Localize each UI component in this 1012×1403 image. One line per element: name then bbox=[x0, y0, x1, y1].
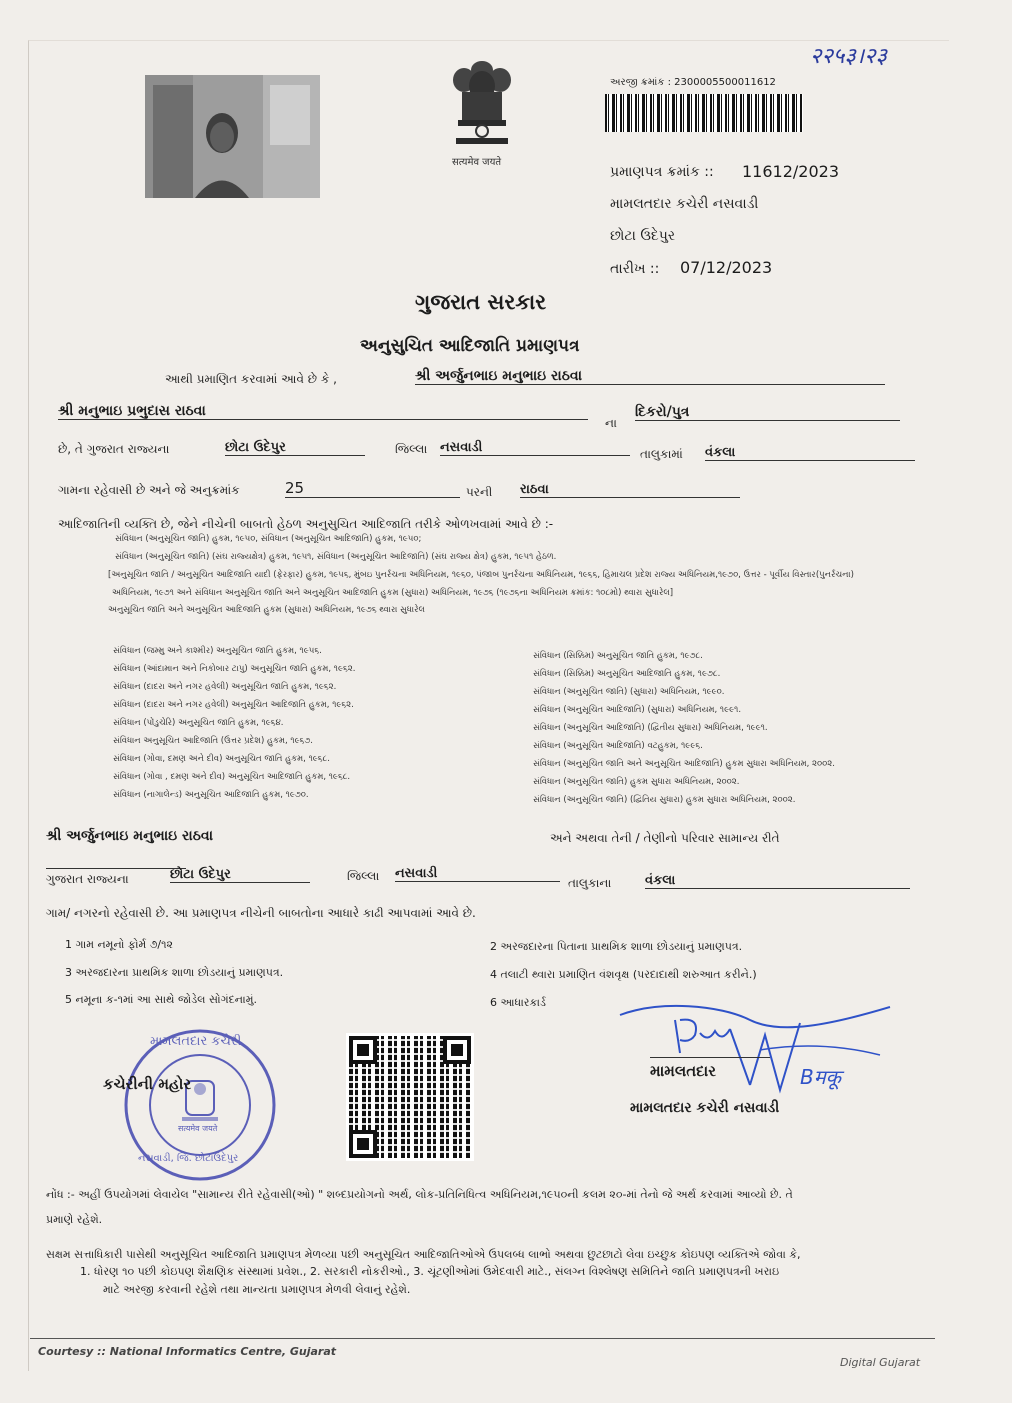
signature-scribble-icon bbox=[600, 995, 900, 1105]
order-item: સંવિધાન (અનુસૂચિત જાતિ) હુકમ, ૧૯૫૦, સંવિધાન (અનુસૂચિત આદિજાતિ) હુકમ, ૧૯૫૦; bbox=[115, 534, 422, 544]
district-name: છોટા ઉદેપુર bbox=[225, 440, 365, 456]
usage-line-2: 1. ધોરણ ૧૦ પછી કોઇપણ શૈક્ષણિક સંસ્થામાં પ્રવેશ., 2. સરકારી નોકરીઓ., 3. ચૂંટણીઓમાં ઉમેદવારી માટે., સંલગ્ન વિશ્લેષણ સમિતિને જાતિ પ્રમાણપત્રની ખરાઇ bbox=[80, 1265, 780, 1278]
certificate-title: અનુસુચિત આદિજાતિ પ્રમાણપત્ર bbox=[360, 336, 580, 356]
serial-number: 25 bbox=[285, 479, 460, 498]
certify-text: આથી પ્રમાણિત કરવામાં આવે છે કે , bbox=[165, 372, 337, 386]
applicant-photo bbox=[145, 75, 320, 198]
order-item: સંવિધાન (દાદરા અને નગર હવેલી) અનુસૂચિત જાતિ હુકમ, ૧૯૬૨. bbox=[113, 682, 337, 692]
usage-line-1: સક્ષમ સત્તાધિકારી પાસેથી અનુસૂચિત આદિજાતિ પ્રમાણપત્ર મેળવ્યા પછી અનુસૂચિત આદિજાતિઓએ ઉપલબ્ધ લાભો અથવા છુટછાટો લેવા ઇચ્છુક કોઇપણ વ્યક્તિએ જોવા કે, bbox=[46, 1248, 801, 1261]
document-item: 2 અરજદારના પિતાના પ્રાથમિક શાળા છોડયાનું પ્રમાણપત્ર. bbox=[490, 940, 743, 953]
government-heading: ગુજરાત સરકાર bbox=[415, 290, 547, 314]
order-item: સંવિધાન (અનુસૂચિત જાતિ) (દ્વિતિય સુધારા) હુકમ સુધારા અધિનિયમ, ૨૦૦૨. bbox=[533, 795, 796, 805]
state-prefix: ગુજરાત રાજ્યના bbox=[46, 868, 186, 887]
jilla-text-repeat: જિલ્લા bbox=[347, 869, 380, 883]
seal-inner-motto: सत्यमेव जयते bbox=[178, 1124, 218, 1133]
applicant-name: શ્રી અર્જુનભાઇ મનુભાઇ રાઠવા bbox=[415, 368, 885, 385]
signature-initials: Bमकू bbox=[800, 1065, 842, 1089]
order-item: સંવિધાન (અનુસૂચિત આદિજાતિ) (દ્વિતીય સુધારા) અધિનિયમ, ૧૯૯૧. bbox=[533, 723, 768, 733]
certificate-number-label: પ્રમાણપત્ર ક્રમાંક :: bbox=[610, 164, 714, 180]
village-name: વંકલા bbox=[705, 445, 915, 461]
footer-courtesy: Courtesy :: National Informatics Centre, Gujarat bbox=[38, 1345, 337, 1358]
seal-ring-bottom: નસવાડી, જિ. છોટાઉદેપુર bbox=[138, 1153, 239, 1164]
taluka-name-repeat: નસવાડી bbox=[395, 866, 560, 882]
basis-text: ગામ/ નગરનો રહેવાસી છે. આ પ્રમાણપત્ર નીચેની બાબતોના આધારે કાઢી આપવામાં આવે છે. bbox=[46, 906, 476, 920]
signatory-title: મામલતદાર bbox=[650, 1057, 770, 1080]
family-text: અને અથવા તેની / તેણીનો પરિવાર સામાન્ય રીતે bbox=[550, 831, 780, 845]
order-item: સંવિધાન (અનુસૂચિત જાતિ) (સુધારા) અધિનિયમ, ૧૯૯૦. bbox=[533, 687, 725, 697]
tribe-name: રાઠવા bbox=[520, 482, 740, 498]
taluka-name: નસવાડી bbox=[440, 440, 630, 456]
parni-text: પરની bbox=[466, 485, 493, 499]
seal-ring-top: મામલતદાર કચેરી bbox=[150, 1034, 242, 1049]
order-item: સંવિધાન (અનુસૂચિત આદિજાતિ) વટહુકમ, ૧૯૯૬. bbox=[533, 741, 703, 751]
note-line-1: નોંધ :- અહીં ઉપયોગમાં લેવાયેલ "સામાન્ય રીતે રહેવાસી(ઓ) " શબ્દપ્રયોગનો અર્થ, લોક-પ્રતિનિધિત્વ અધિનિયમ,૧૯૫૦ની કલમ ૨૦-માં તેનો જે અર્થ કરવામાં આવ્યો છે. તે bbox=[46, 1188, 793, 1201]
footer-divider bbox=[30, 1338, 935, 1339]
handwritten-reference: २२५३।२३ bbox=[810, 44, 887, 69]
serial-prefix: ગામના રહેવાસી છે અને જે અનુક્રમાંક bbox=[58, 483, 240, 497]
document-item: 3 અરજદારના પ્રાથમિક શાળા છોડયાનું પ્રમાણપત્ર. bbox=[65, 966, 284, 979]
national-emblem-icon bbox=[442, 56, 522, 156]
document-item: 1 ગામ નમૂનો ફોર્મ ૭/૧૨ bbox=[65, 938, 173, 951]
recognition-text: આદિજાતિની વ્યક્તિ છે, જેને નીચેની બાબતો હેઠળ અનુસુચિત આદિજાતિ તરીકે ઓળખવામાં આવે છે :- bbox=[58, 517, 554, 531]
qr-code bbox=[346, 1033, 474, 1161]
order-item: સંવિધાન (સિક્કિમ) અનુસૂચિત જાતિ હુકમ, ૧૯૭૮. bbox=[533, 651, 703, 661]
order-item: [અનુસૂચિત જાતિ / અનુસૂચિત આદિજાતિ યાદી (ફેરફાર) હુકમ, ૧૯૫૬, મુંબઇ પુનર્રચના અધિનિયમ, ૧૯૬૦, પંજાબ પુનર્રચના અધિનિયમ, ૧૯૬૬, હિમાચલ પ્રદેશ રાજ્ય અધિનિયમ,૧૯૭૦, ઉત્તર - પૂર્વીય વિસ્તાર(પુનર્રચના) bbox=[108, 570, 854, 580]
certificate-number: 11612/2023 bbox=[742, 162, 840, 181]
order-item: સંવિધાન (દાદરા અને નગર હવેલી) અનુસૂચિત આદિજાતિ હુકમ, ૧૯૬૨. bbox=[113, 700, 354, 710]
issuing-district: છોટા ઉદેપુર bbox=[610, 228, 676, 244]
order-item: સંવિધાન (અનુસૂચિત જાતિ અને અનુસૂચિત આદિજાતિ) હુકમ સુધારા અધિનિયમ, ૨૦૦૨. bbox=[533, 759, 835, 769]
taluka-label-repeat: તાલુકાના bbox=[568, 876, 612, 890]
date-label: તારીખ :: bbox=[610, 261, 660, 277]
document-item: 6 આધારકાર્ડ bbox=[490, 996, 546, 1009]
order-item: સંવિધાન (નાગાલેન્ડ) અનુસૂચિત આદિજાતિ હુકમ, ૧૯૭૦. bbox=[113, 790, 309, 800]
order-item: સંવિધાન અનુસૂચિત આદિજાતિ (ઉત્તર પ્રદેશ) હુકમ, ૧૯૬૭. bbox=[113, 736, 314, 746]
application-number-label: અરજી ક્રમાંક : 2300005500011612 bbox=[610, 77, 776, 88]
document-item: 4 તલાટી થ્વારા પ્રમાણિત વંશવૃક્ષ (પરદાદાથી શરુઆત કરીને.) bbox=[490, 968, 757, 981]
note-line-2: પ્રમાણે રહેશે. bbox=[46, 1213, 103, 1226]
issuing-office: મામલતદાર કચેરી નસવાડી bbox=[610, 196, 759, 212]
father-name: શ્રી મનુભાઇ પ્રભુદાસ રાઠવા bbox=[58, 403, 588, 420]
signatory-office: મામલતદાર કચેરી નસવાડી bbox=[630, 1100, 780, 1116]
order-item: સંવિધાન (આંદામાન અને નિકોબાર ટાપુ) અનુસૂચિત જાતિ હુકમ, ૧૯૬૨. bbox=[113, 664, 356, 674]
seal-label: કચેરીની મહોર bbox=[103, 1075, 192, 1093]
document-item: 5 નમૂના ક-૧માં આ સાથે જોડેલ સોગંદનામું. bbox=[65, 993, 257, 1006]
relation: દિકરો/પુત્ર bbox=[635, 404, 900, 421]
usage-line-3: માટે અરજી કરવાની રહેશે તથા માન્યતા પ્રમાણપત્ર મેળવી લેવાનું રહેશે. bbox=[103, 1283, 411, 1296]
order-item: અનુસૂચિત જાતિ અને અનુસૂચિત આદિજાતિ હુકમ (સુધારા) અધિનિયમ, ૧૯૭૬ થ્વારા સુધારેલ bbox=[108, 605, 425, 615]
order-item: અધિનિયમ, ૧૯૭૧ અને સંવિધાન અનુસૂચિત જાતિ અને અનુસૂચિત આદિજાતિ હુકમ (સુધારા) અધિનિયમ, ૧૯૭૬ (૧૯૭૬ના અધિનિયમ ક્રમાંક: ૧૦૮મો) થ્વારા સુધારેલ] bbox=[112, 588, 674, 598]
jilla-text: જિલ્લા bbox=[395, 442, 428, 456]
taluka-label: તાલુકામાં bbox=[640, 447, 683, 461]
order-item: સંવિધાન (સિક્કિમ) અનુસૂચિત આદિજાતિ હુકમ, ૧૯૭૮. bbox=[533, 669, 721, 679]
order-item: સંવિધાન (અનુસૂચિત જાતિ) (સંઘ રાજ્યક્ષેત્ર) હુકમ, ૧૯૫૧, સંવિધાન (અનુસૂચિત આદિજાતિ) (સંઘ રાજ્ય ક્ષેત્ર) હુકમ, ૧૯૫૧ હેઠળ. bbox=[115, 552, 557, 562]
order-item: સંવિધાન (ગોવા, દમણ અને દીવ) અનુસૂચિત જાતિ હુકમ, ૧૯૬૮. bbox=[113, 754, 330, 764]
applicant-name-repeat: શ્રી અર્જુનભાઇ મનુભાઇ રાઠવા bbox=[46, 828, 214, 844]
residence-prefix: છે, તે ગુજરાત રાજ્યના bbox=[58, 442, 170, 456]
order-item: સંવિધાન (પોંડુચેરિ) અનુસૂચિત જાતિ હુકમ, ૧૯૬૪. bbox=[113, 718, 284, 728]
district-name-repeat: છોટા ઉદેપુર bbox=[170, 867, 310, 883]
emblem-motto: सत्यमेव जयते bbox=[452, 157, 502, 168]
order-item: સંવિધાન (અનુસૂચિત આદિજાતિ) (સુધારા) અધિનિયમ, ૧૯૯૧. bbox=[533, 705, 742, 715]
order-item: સંવિધાન (ગોવા , દમણ અને દીવ) અનુસૂચિત આદિજાતિ હુકમ, ૧૯૬૮. bbox=[113, 772, 351, 782]
order-item: સંવિધાન (જમ્મુ અને કાશ્મીર) અનુસૂચિત જાતિ હુકમ, ૧૯૫૬. bbox=[113, 646, 322, 656]
order-item: સંવિધાન (અનુસૂચિત જાતિ) હુકમ સુધારા અધિનિયમ, ૨૦૦૨. bbox=[533, 777, 740, 787]
village-name-repeat: વંકલા bbox=[645, 873, 910, 889]
issue-date: 07/12/2023 bbox=[680, 258, 773, 277]
na-text: ના bbox=[605, 416, 617, 430]
barcode bbox=[605, 94, 803, 132]
footer-brand: Digital Gujarat bbox=[840, 1356, 921, 1369]
